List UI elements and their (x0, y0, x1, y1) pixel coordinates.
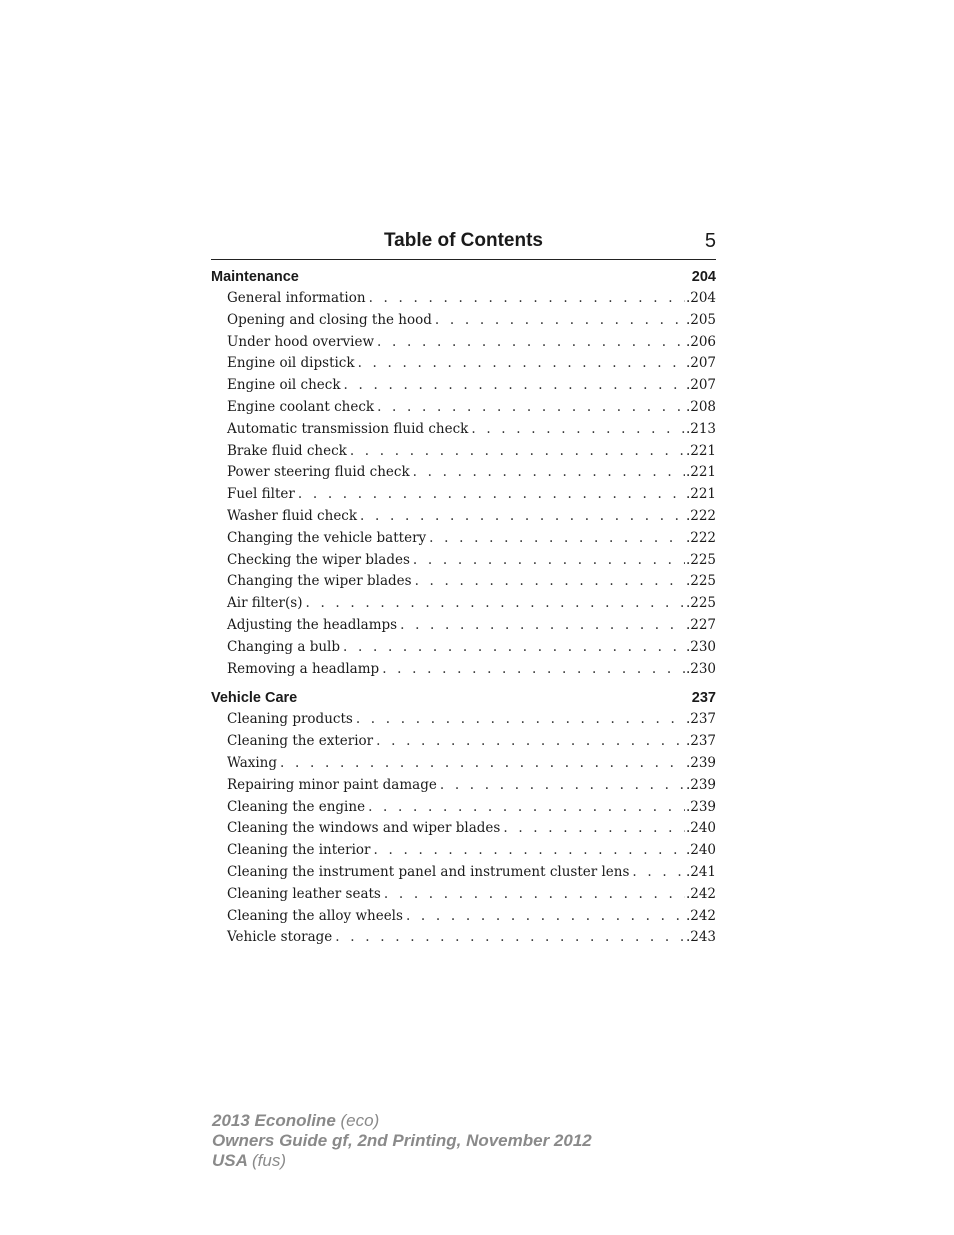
toc-entry[interactable] (211, 288, 716, 310)
toc-entry-page: .204 (685, 290, 716, 306)
page-title: Table of Contents (383, 230, 544, 251)
toc-entry[interactable] (211, 862, 716, 884)
toc-entry[interactable] (211, 818, 716, 840)
toc-entry-leader (471, 419, 685, 441)
toc-entry[interactable] (211, 906, 716, 928)
toc-entry-page: .207 (685, 355, 716, 372)
toc-entry[interactable] (211, 709, 716, 731)
toc-entry-title: Checking the wiper blades (227, 551, 410, 568)
page-header (211, 229, 716, 260)
section-header[interactable] (211, 266, 716, 288)
toc-entry[interactable] (211, 484, 716, 506)
toc-entry[interactable] (211, 419, 716, 441)
toc-entry-page: .239 (685, 754, 716, 771)
toc-entry-page: .225 (685, 573, 716, 590)
toc-entry[interactable] (211, 753, 716, 775)
toc-entry-title: Engine oil dipstick (227, 355, 355, 372)
toc-entry-title: Waxing (227, 754, 278, 771)
toc-entry-title: Opening and closing the hood (227, 311, 432, 328)
toc-entry[interactable] (211, 462, 716, 484)
toc-entry[interactable] (211, 375, 716, 397)
toc-entry-leader (368, 797, 685, 819)
toc-entry-title: Cleaning products (227, 711, 353, 728)
toc-entry-title: Adjusting the headlamps (227, 616, 398, 633)
toc-entry[interactable] (211, 353, 716, 375)
toc-entry-leader (406, 906, 685, 928)
toc-entry-leader (440, 775, 685, 797)
toc-entry-page: .237 (685, 733, 716, 750)
section-title: Maintenance (211, 269, 299, 285)
toc-entry[interactable] (211, 310, 716, 332)
toc-entry-page: .242 (685, 885, 716, 902)
toc-entry-page: .230 (685, 660, 716, 677)
toc-entry-leader (376, 731, 685, 753)
toc-entry-page: .243 (685, 929, 716, 946)
toc-entry[interactable] (211, 506, 716, 528)
toc-entry-title: Cleaning leather seats (227, 885, 381, 902)
toc-entry-leader (356, 709, 685, 731)
toc-entry-leader (358, 353, 685, 375)
toc-entry-page: .222 (685, 529, 716, 546)
toc-entry-title: Cleaning the instrument panel and instrument cluster lens (227, 863, 630, 880)
toc-entry-leader (429, 528, 685, 550)
toc-entry-leader (374, 840, 685, 862)
toc-entry-title: Fuel filter (227, 486, 295, 503)
footer-market: USA (212, 1151, 248, 1170)
toc-entry-leader (335, 927, 685, 949)
toc-entry-title: Automatic transmission fluid check (227, 420, 469, 437)
toc-entry[interactable] (211, 840, 716, 862)
footer-market-code: (fus) (252, 1151, 286, 1170)
toc-entry-title: Washer fluid check (227, 507, 358, 524)
toc-entry-page: .239 (685, 798, 716, 815)
toc-entry[interactable] (211, 397, 716, 419)
toc-entry-page: .241 (685, 863, 716, 880)
toc-entry-page: .230 (685, 638, 716, 655)
toc-entry[interactable] (211, 659, 716, 681)
toc-entry[interactable] (211, 884, 716, 906)
toc-entry-leader (344, 375, 685, 397)
toc-entry-title: Power steering fluid check (227, 464, 410, 481)
toc-entry-leader (360, 506, 685, 528)
toc-entry-leader (384, 884, 685, 906)
toc-entry-page: .240 (685, 820, 716, 837)
toc-entry[interactable] (211, 332, 716, 354)
toc-section-vehicle-care (211, 687, 716, 949)
page-number: 5 (704, 230, 716, 252)
toc-entry-page: .225 (685, 551, 716, 568)
toc-entry[interactable] (211, 593, 716, 615)
toc-entry[interactable] (211, 441, 716, 463)
toc-entry-title: Vehicle storage (227, 929, 333, 946)
toc-entry-leader (350, 441, 685, 463)
toc-entry-page: .213 (685, 420, 716, 437)
toc-entry[interactable] (211, 528, 716, 550)
toc-entry-page: .239 (685, 776, 716, 793)
toc-entry-title: Air filter(s) (227, 595, 303, 612)
toc-entry-title: Engine oil check (227, 377, 341, 394)
toc-entry-page: .221 (685, 486, 716, 503)
footer-line-market (212, 1151, 592, 1171)
footer-line-model (212, 1111, 592, 1131)
toc-entry-page: .205 (685, 311, 716, 328)
toc-entry-leader (503, 818, 685, 840)
toc-entry-title: Removing a headlamp (227, 660, 380, 677)
footer-model: 2013 Econoline (212, 1111, 336, 1130)
toc-entry[interactable] (211, 637, 716, 659)
toc-entry[interactable] (211, 775, 716, 797)
section-title: Vehicle Care (211, 690, 298, 707)
toc-entry-page: .221 (685, 464, 716, 481)
toc-entry[interactable] (211, 615, 716, 637)
toc-entry-leader (377, 332, 685, 354)
toc-entry-title: Engine coolant check (227, 398, 375, 415)
toc-entry-page: .237 (685, 711, 716, 728)
toc-entry-title: Changing the vehicle battery (227, 529, 427, 546)
toc-entry-leader (305, 593, 684, 615)
toc-entry-leader (369, 288, 685, 310)
toc-entry-leader (415, 571, 685, 593)
toc-entry-page: .240 (685, 842, 716, 859)
toc-entry-title: General information (227, 290, 366, 306)
toc-entry-leader (435, 310, 685, 332)
toc-entry-title: Brake fluid check (227, 442, 347, 459)
toc-entry-page: .222 (685, 507, 716, 524)
toc-entry[interactable] (211, 797, 716, 819)
toc-entry-leader (632, 862, 685, 884)
toc-entry-page: .206 (685, 333, 716, 350)
toc-entry-leader (377, 397, 685, 419)
footer-model-code: (eco) (340, 1111, 380, 1130)
toc-entry-leader (343, 637, 685, 659)
toc-entry-page: .227 (685, 616, 716, 633)
toc-entry-page: .242 (685, 907, 716, 924)
toc-entry-title: Cleaning the windows and wiper blades (227, 820, 501, 837)
toc-entry-page: .207 (685, 377, 716, 394)
toc-entry-title: Changing the wiper blades (227, 573, 412, 590)
toc-entry-leader (400, 615, 685, 637)
toc-entry-title: Repairing minor paint damage (227, 776, 437, 793)
toc-entry[interactable] (211, 927, 716, 949)
toc-entry-title: Cleaning the exterior (227, 733, 374, 750)
toc-entry-title: Changing a bulb (227, 638, 340, 655)
toc-entry-title: Cleaning the alloy wheels (227, 907, 403, 924)
toc-entry-leader (298, 484, 685, 506)
toc-entry-title: Cleaning the engine (227, 798, 366, 815)
section-header[interactable] (211, 687, 716, 709)
document-footer (212, 1111, 592, 1171)
toc-section-maintenance (211, 266, 716, 680)
toc-entry[interactable] (211, 550, 716, 572)
toc-entry-leader (413, 550, 685, 572)
toc-entry-title: Under hood overview (227, 333, 375, 350)
toc-entry-leader (382, 659, 685, 681)
footer-line-edition: Owners Guide gf, 2nd Printing, November 2012 (212, 1131, 592, 1150)
toc-entry-title: Cleaning the interior (227, 842, 371, 859)
section-page: 237 (691, 690, 716, 707)
table-of-contents (211, 266, 716, 956)
toc-entry-leader (280, 753, 685, 775)
toc-entry-leader (413, 462, 685, 484)
toc-entry[interactable] (211, 731, 716, 753)
toc-entry[interactable] (211, 571, 716, 593)
toc-entry-page: .225 (685, 595, 716, 612)
section-page: 204 (691, 269, 716, 285)
toc-entry-page: .208 (685, 398, 716, 415)
toc-entry-page: .221 (685, 442, 716, 459)
